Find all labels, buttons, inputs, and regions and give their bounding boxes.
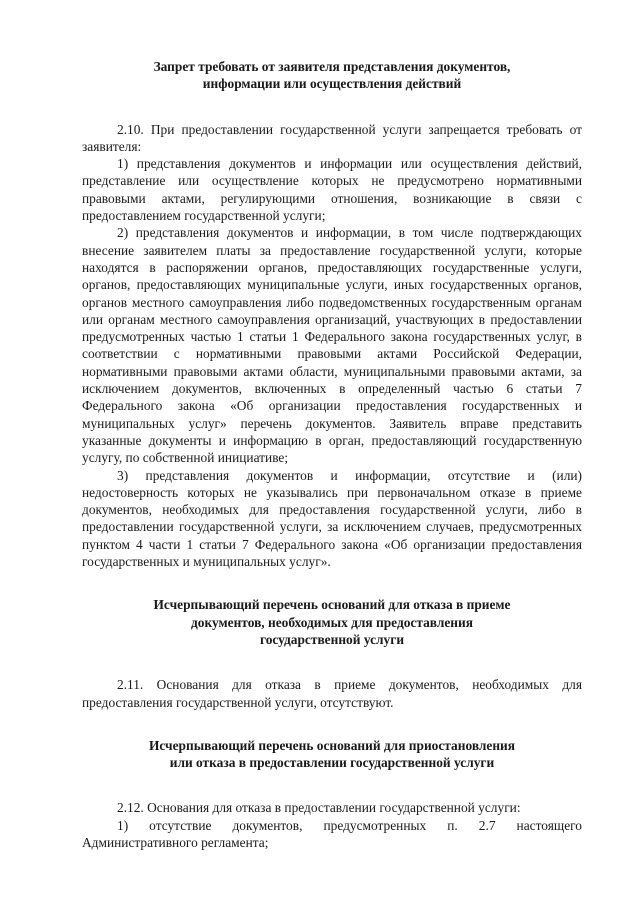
paragraph-2-12-item-1: 1) отсутствие документов, предусмотренных п. 2.7 настоящего Административного регламента; <box>82 817 582 850</box>
section-heading-refusal-acceptance <box>82 596 582 648</box>
paragraph-2-10-item-1: 1) представления документов и информации или осуществления действий, представление или осуществление которых не предусмотрено нормативными правовыми актами, регулирующими отношения, возникающие в связи с предоставлением государственной услуги; <box>82 156 582 224</box>
paragraph-2-10-item-3: 3) представления документов и информации, отсутствие и (или) недостоверность которых не указывались при первоначальном отказе в приеме документов, необходимых для предоставления государственной услуги, либо в предоставлении государственной услуги, за исключением случаев, предусмотренных пунктом 4 части 1 статьи 7 Федерального закона «Об организации предоставления государственных и муниципальных услуг». <box>82 467 582 570</box>
heading-line: или отказа в предоставлении государственной услуги <box>169 755 495 771</box>
section-heading-prohibition <box>82 58 582 93</box>
paragraph-2-10-item-2: 2) представления документов и информации, в том числе подтверждающих внесение заявителем платы за предоставление государственной услуги, которые находятся в распоряжении органов, предоставляющих государственные услуги, органов, предоставляющих муниципальные услуги, иных государственных органов, органов местного самоуправления либо подведомственных государственным органам или органам местного самоуправления организаций, участвующих в предоставлении предусмотренных частью 1 статьи 1 Федерального закона государственных услуг, в соответствии с нормативными правовыми актами Российской Федерации, нормативными правовыми актами области, муниципальными правовыми актами, за исключением документов, включенных в определенный частью 6 статьи 7 Федерального закона «Об организации предоставления государственных и муниципальных услуг» перечень документов. Заявитель вправе представить указанные документы и информацию в орган, предоставляющий государственную услугу, по собственной инициативе; <box>82 225 582 466</box>
heading-line: государственной услуги <box>259 631 405 647</box>
heading-line: информации или осуществления действий <box>202 76 462 92</box>
heading-line: Исчерпывающий перечень оснований для приостановления <box>148 737 516 753</box>
heading-line: Запрет требовать от заявителя представления документов, <box>153 59 511 74</box>
paragraph-2-12: 2.12. Основания для отказа в предоставлении государственной услуги: <box>117 800 521 816</box>
heading-line: документов, необходимых для предоставления <box>191 614 473 630</box>
paragraph-2-11: 2.11. Основания для отказа в приеме документов, необходимых для предоставления государственной услуги, отсутствуют. <box>82 677 582 710</box>
paragraph-2-10: 2.10. При предоставлении государственной услуги запрещается требовать от заявителя: <box>82 121 582 154</box>
section-heading-suspension-refusal <box>82 737 582 772</box>
heading-line: Исчерпывающий перечень оснований для отказа в приеме <box>153 597 511 613</box>
document-page <box>82 58 582 851</box>
